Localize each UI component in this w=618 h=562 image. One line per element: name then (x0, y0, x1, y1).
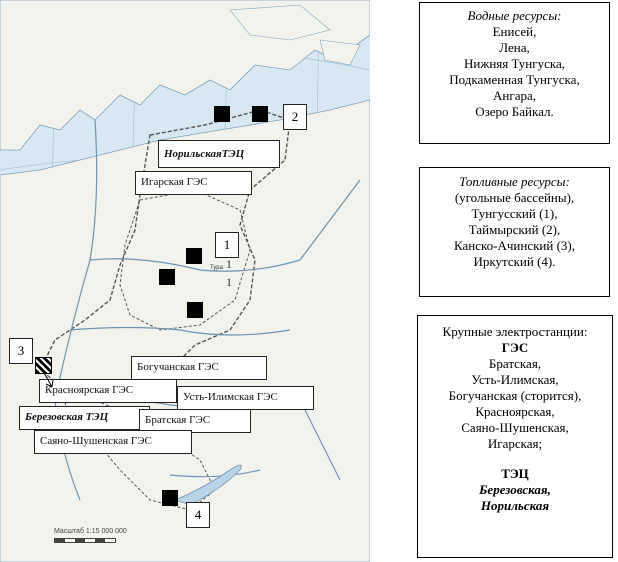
power-stations-title: Крупные электростанции: (442, 324, 588, 339)
list-item: Лена, (499, 40, 530, 55)
basin-number-3: 3 (9, 338, 33, 364)
list-item: Красноярская, (475, 404, 555, 419)
bratsk-ges-label: Братская ГЭС (139, 409, 251, 433)
coal-basin-marker (186, 248, 202, 264)
list-item: Саяно-Шушенская, (461, 420, 569, 435)
boguchany-ges-label: Богучанская ГЭС (131, 356, 267, 380)
sayano-ges-label: Саяно-Шушенская ГЭС (34, 430, 192, 454)
basin-number-4: 4 (186, 502, 210, 528)
inline-number: 1 (226, 275, 232, 289)
coal-basin-marker (159, 269, 175, 285)
coal-basin-marker (214, 106, 230, 122)
norilsk-tec-label: НорильскаяТЭЦ (158, 140, 280, 168)
coal-basin-marker (162, 490, 178, 506)
basin-number-2: 2 (283, 104, 307, 130)
krasnoyarsk-ges-label: Красноярская ГЭС (39, 379, 177, 403)
list-item: Подкаменная Тунгуска, (449, 72, 580, 87)
coal-basin-marker (187, 302, 203, 318)
fuel-resources-list (420, 190, 609, 270)
list-item: Игарская; (487, 436, 543, 451)
ges-header: ГЭС (501, 340, 529, 355)
ust-ilimsk-ges-label: Усть-Илимская ГЭС (177, 386, 314, 410)
water-resources-list (420, 24, 609, 120)
list-item: Иркутский (4). (473, 254, 556, 269)
list-item: Тунгусский (1), (471, 206, 558, 221)
igarka-ges-label: Игарская ГЭС (135, 171, 252, 195)
list-item: Богучанская (сторится), (448, 388, 582, 403)
power-stations-box (417, 315, 613, 558)
list-item: Братская, (488, 356, 542, 371)
list-item: Канско-Ачинский (3), (454, 238, 575, 253)
coal-basin-marker (252, 106, 268, 122)
list-item: Норильская (480, 498, 550, 513)
list-item: Таймырский (2), (468, 222, 561, 237)
scale-text: Масштаб 1:15 000 000 (54, 528, 127, 535)
tura-label: Тура (210, 265, 223, 271)
fuel-resources-title: Топливные ресурсы: (459, 174, 570, 189)
water-resources-box (419, 2, 610, 144)
fuel-resources-box (419, 167, 610, 297)
list-item: Енисей, (492, 24, 537, 39)
pointer-arrow (24, 365, 64, 395)
scale-bar (54, 538, 116, 543)
list-item: Ангара, (493, 88, 536, 103)
tec-list (418, 482, 612, 514)
berezovskaya-tec-label: Березовская ТЭЦ (19, 406, 150, 430)
list-item: Усть-Илимская, (471, 372, 559, 387)
water-resources-title: Водные ресурсы: (467, 8, 562, 23)
inline-number: 1 (226, 257, 232, 271)
list-item: Березовская, (479, 482, 551, 497)
tec-header: ТЭЦ (501, 466, 529, 481)
ges-list (418, 356, 612, 452)
list-item: (угольные бассейны), (454, 190, 575, 205)
list-item: Озеро Байкал. (475, 104, 554, 119)
basin-number-1: 1 (215, 232, 239, 258)
list-item: Нижняя Тунгуска, (464, 56, 565, 71)
